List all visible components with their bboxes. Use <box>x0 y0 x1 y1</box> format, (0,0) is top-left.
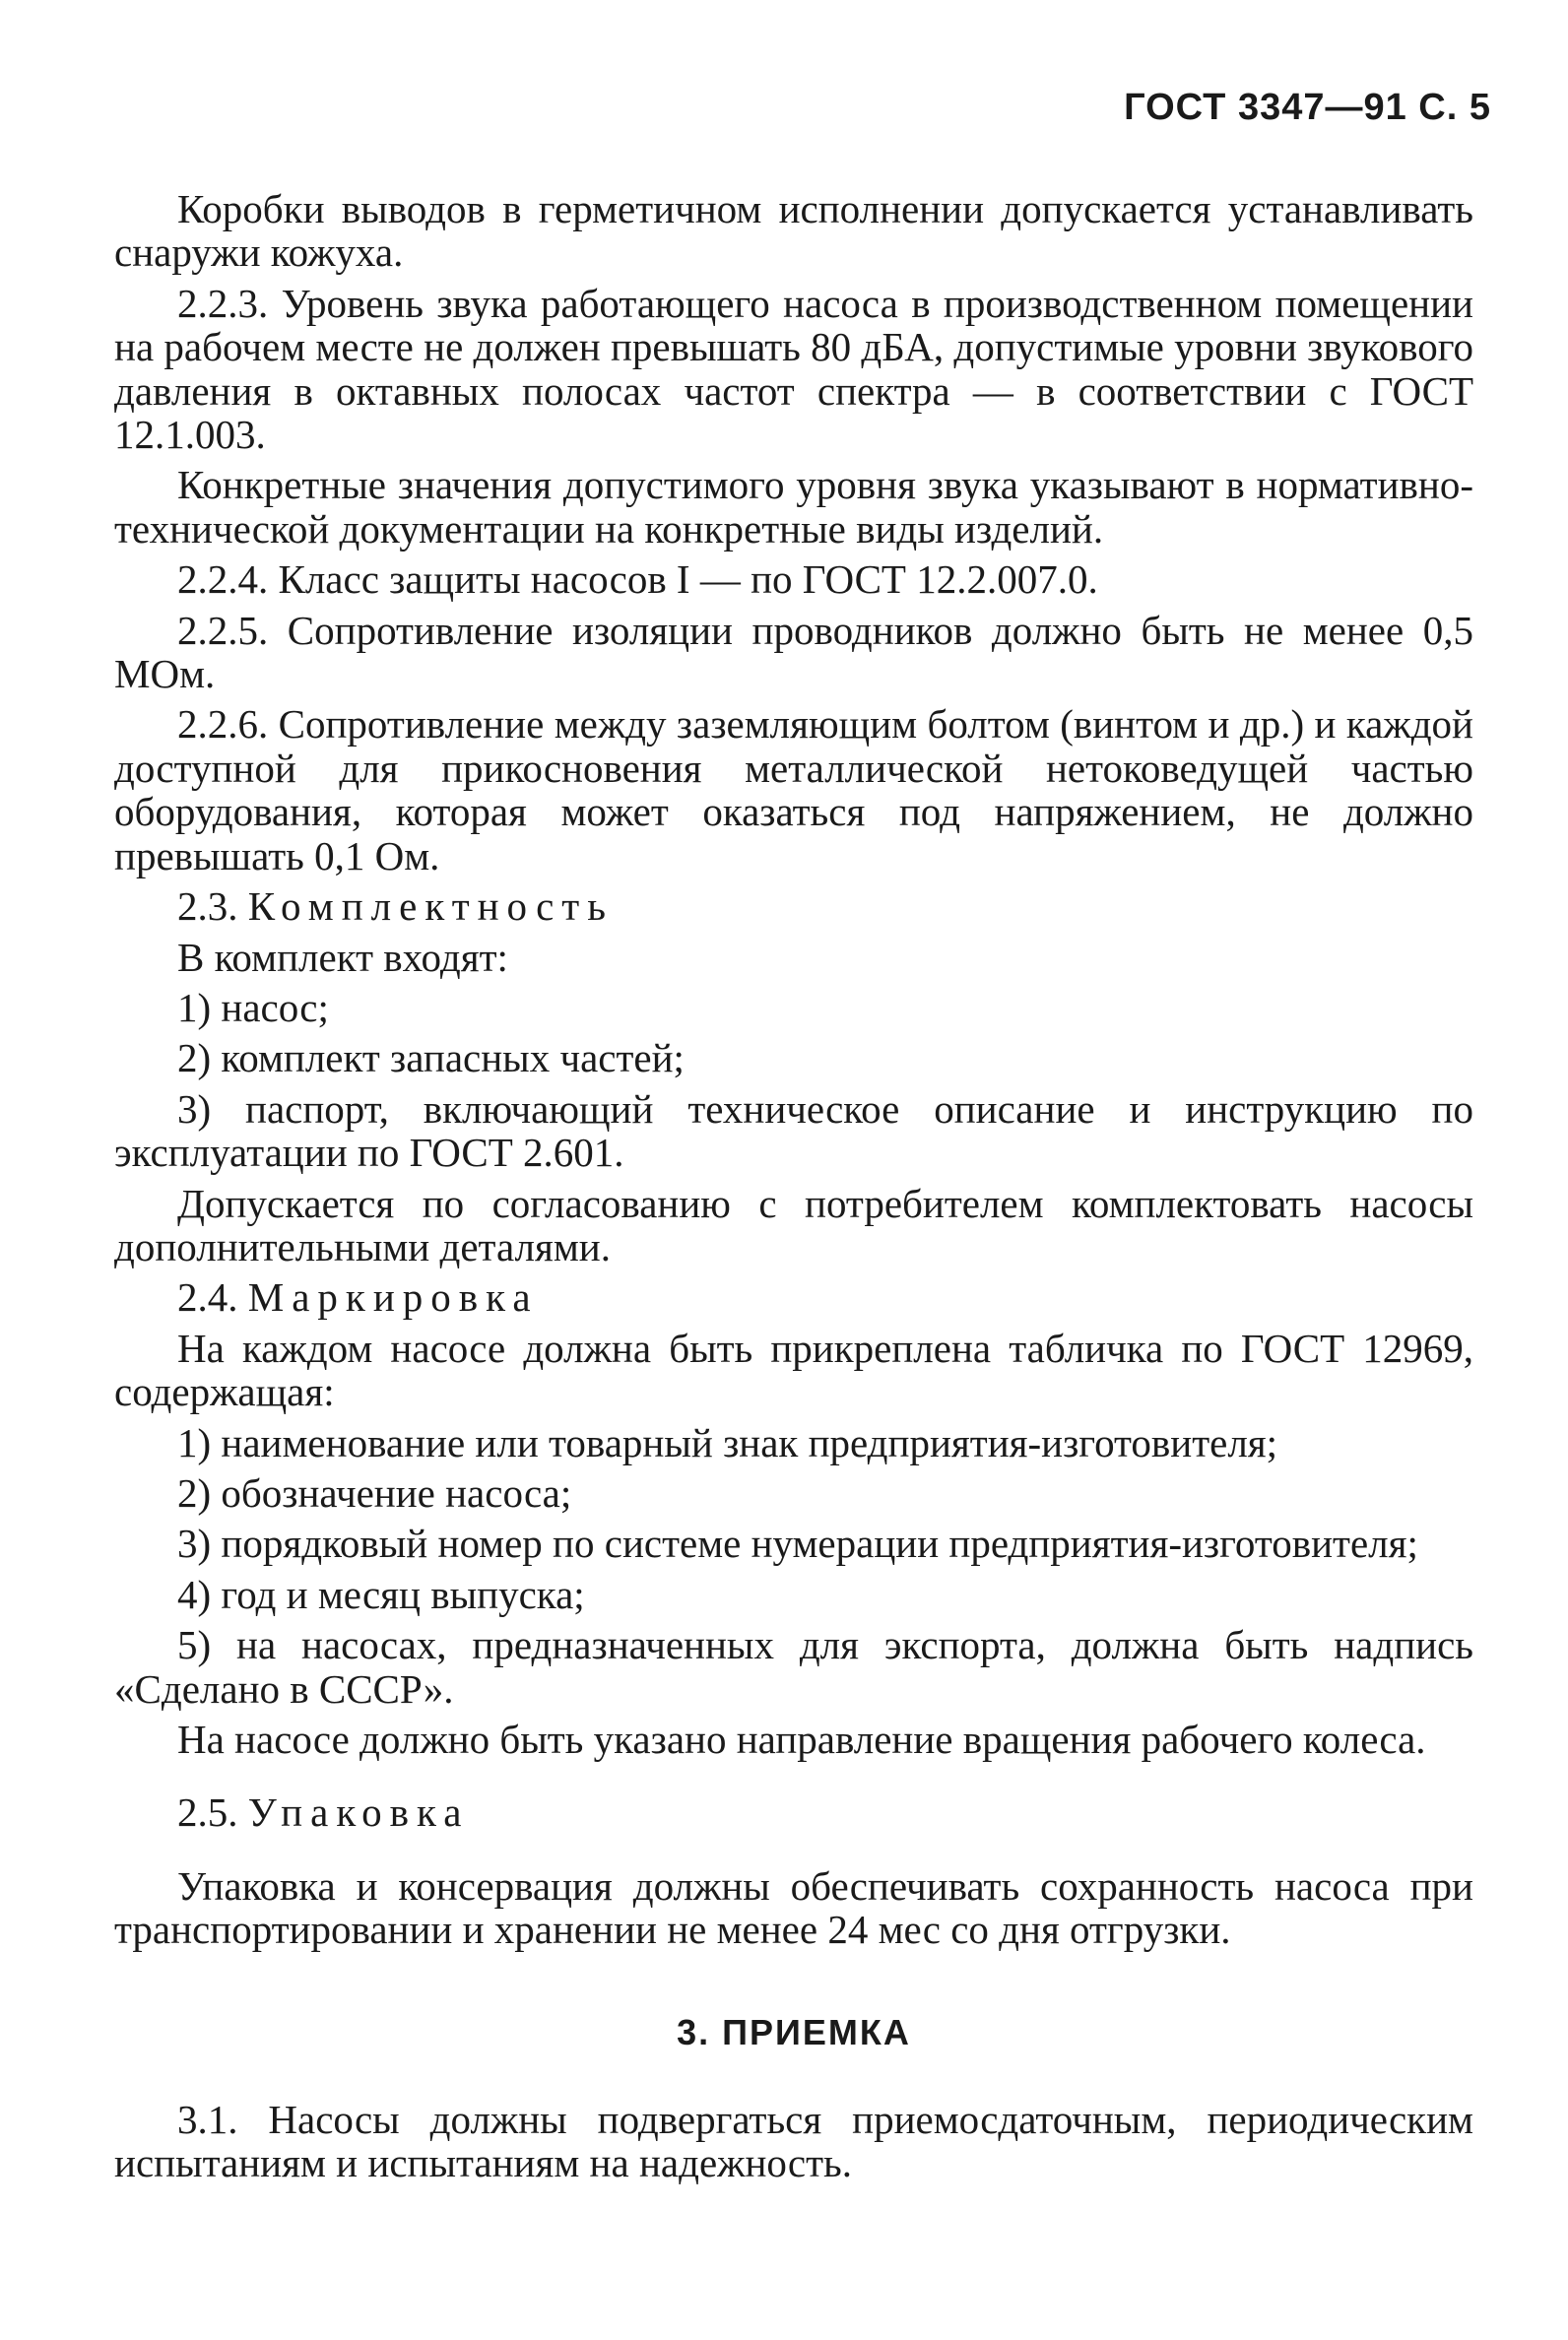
subsection-number: 2.5. <box>177 1789 238 1836</box>
paragraph-2-2-4: 2.2.4. Класс защиты насосов I — по ГОСТ 12.2.007.0. <box>177 556 1098 603</box>
subsection-number: 2.4. <box>177 1274 238 1321</box>
paragraph-2-2-5: 2.2.5. Сопротивление изоляции проводников должно быть не менее 0,5 МОм. <box>114 607 1473 697</box>
subsection-title: Маркировка <box>247 1274 539 1321</box>
subsection-number: 2.3. <box>177 883 238 930</box>
subsection-title: Комплектность <box>247 883 614 930</box>
list-item: 3) порядковый номер по системе нумерации предприятия-изготовителя; <box>177 1521 1418 1567</box>
subsection-2-3-heading <box>114 884 1473 928</box>
paragraph-terminal-boxes: Коробки выводов в герметичном исполнении допускается устанавливать снаружи кожуха. <box>114 186 1473 276</box>
paragraph-nameplate: На каждом насосе должна быть прикреплена табличка по ГОСТ 12969, содержащая: <box>114 1325 1473 1415</box>
subsection-2-5-heading <box>114 1790 1473 1834</box>
list-item: 3) паспорт, включающий техническое описание и инструкцию по эксплуатации по ГОСТ 2.601. <box>114 1085 1473 1176</box>
list-item: 1) насос; <box>177 984 329 1030</box>
list-item: 4) год и месяц выпуска; <box>177 1571 585 1617</box>
list-item: 2) обозначение насоса; <box>177 1469 572 1516</box>
list-item: 2) комплект запасных частей; <box>177 1035 685 1081</box>
paragraph-2-2-3: 2.2.3. Уровень звука работающего насоса в производственном помещении на рабочем месте не должен превышать 80 дБА, допустимые уровни звукового давления в октавных полосах частот спектра — в соответствии с ГОСТ 12.1.003. <box>114 280 1473 458</box>
list-item: 1) наименование или товарный знак предприятия-изготовителя; <box>177 1419 1278 1465</box>
paragraph-sound-values: Конкретные значения допустимого уровня звука указывают в нормативно-технической документации на конкретные виды изделий. <box>114 462 1473 552</box>
paragraph-additional-parts: Допускается по согласованию с потребителем комплектовать насосы дополнительными деталями. <box>114 1180 1473 1269</box>
list-item: 5) на насосах, предназначенных для экспорта, должна быть надпись «Сделано в СССР». <box>114 1622 1473 1712</box>
paragraph-3-1: 3.1. Насосы должны подвергаться приемосдаточным, периодическим испытаниям и испытаниям на надежность. <box>114 2097 1473 2186</box>
document-body <box>114 187 1473 2185</box>
paragraph-kit-includes: В комплект входят: <box>177 934 508 980</box>
section-3-heading: 3. ПРИЕМКА <box>677 2011 911 2052</box>
paragraph-packaging: Упаковка и консервация должны обеспечивать сохранность насоса при транспортировании и хранении не менее 24 мес со дня отгрузки. <box>114 1862 1473 1953</box>
paragraph-2-2-6: 2.2.6. Сопротивление между заземляющим болтом (винтом и др.) и каждой доступной для прикосновения металлической нетоковедущей частью оборудования, которая может оказаться под напряжением, не должно превышать 0,1 Ом. <box>114 701 1473 878</box>
running-header: ГОСТ 3347—91 С. 5 <box>1124 87 1491 128</box>
subsection-2-4-heading <box>114 1275 1473 1319</box>
paragraph-rotation-direction: На насосе должно быть указано направление вращения рабочего колеса. <box>177 1717 1426 1762</box>
subsection-title: Упаковка <box>247 1789 470 1836</box>
